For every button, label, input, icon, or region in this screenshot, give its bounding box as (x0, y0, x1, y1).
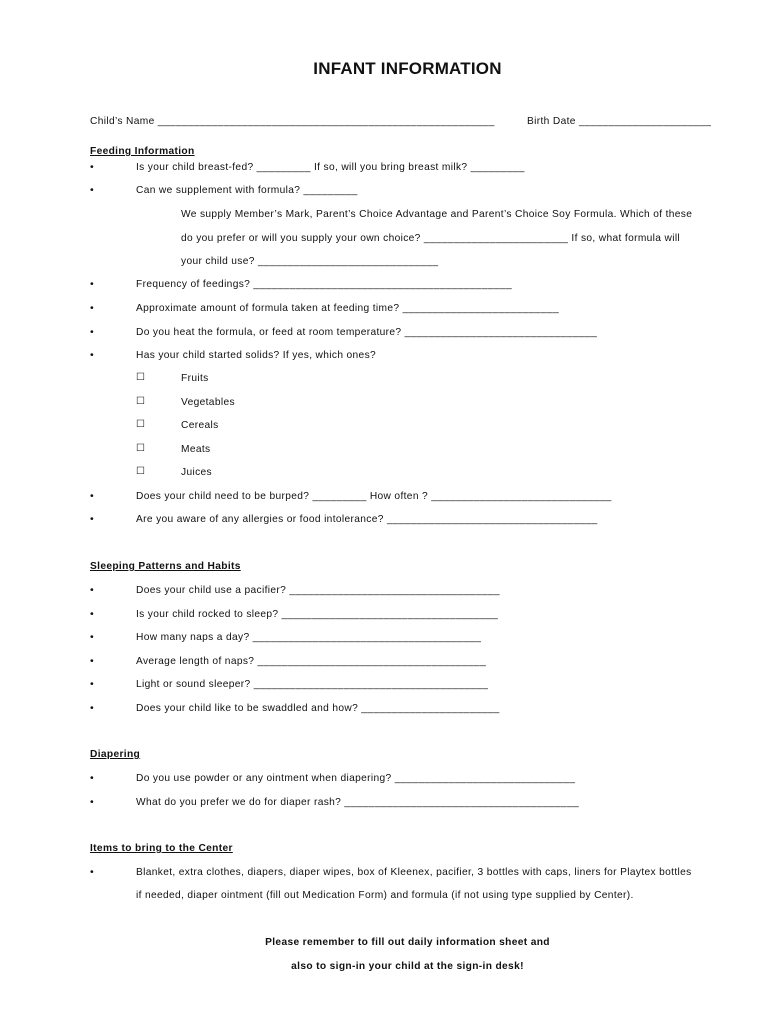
page-title: INFANT INFORMATION (313, 59, 502, 78)
bullet: • (90, 490, 94, 502)
bullet: • (90, 631, 94, 643)
formula-choice-question[interactable]: do you prefer or will you supply your own choice? ________________________ If so, what formula will (181, 233, 681, 244)
items-heading: Items to bring to the Center (90, 843, 233, 854)
powder-question[interactable]: Do you use powder or any ointment when diapering? ______________________________ (136, 773, 576, 784)
bullet: • (90, 326, 94, 338)
formula-text: We supply Member’s Mark, Parent’s Choice Advantage and Parent’s Choice Soy Formula. Which of these (181, 209, 693, 220)
formula-heat-question[interactable]: Do you heat the formula, or feed at room temperature? ________________________________ (136, 327, 598, 338)
bullet: • (90, 678, 94, 690)
bullet: • (90, 702, 94, 714)
formula-type-question[interactable]: your child use? ______________________________ (181, 256, 439, 267)
allergies-question[interactable]: Are you aware of any allergies or food intolerance? ___________________________________ (136, 514, 598, 525)
bullet: • (90, 513, 94, 525)
solid-option-label: Juices (181, 467, 212, 478)
footer-reminder-line2: also to sign-in your child at the sign-in desk! (291, 961, 524, 972)
items-text-line2: if needed, diaper ointment (fill out Medication Form) and formula (if not using type supplied by Center). (136, 890, 634, 901)
bullet: • (90, 302, 94, 314)
solids-question: Has your child started solids? If yes, which ones? (136, 350, 377, 361)
rocked-question[interactable]: Is your child rocked to sleep? ____________________________________ (136, 609, 499, 620)
bullet: • (90, 584, 94, 596)
feeding-frequency-question[interactable]: Frequency of feedings? ___________________________________________ (136, 279, 513, 290)
bullet: • (90, 278, 94, 290)
child-name-field[interactable]: Child’s Name ________________________________________________________ (90, 116, 495, 127)
bullet: • (90, 184, 94, 196)
checkbox-juices[interactable]: ☐ (136, 466, 145, 477)
swaddle-question[interactable]: Does your child like to be swaddled and how? _______________________ (136, 703, 500, 714)
diaper-rash-question[interactable]: What do you prefer we do for diaper rash? _______________________________________ (136, 797, 579, 808)
solid-option-label: Fruits (181, 373, 209, 384)
solid-option-label: Vegetables (181, 397, 235, 408)
checkbox-vegetables[interactable]: ☐ (136, 396, 145, 407)
checkbox-fruits[interactable]: ☐ (136, 372, 145, 383)
bullet: • (90, 161, 94, 173)
naps-question[interactable]: How many naps a day? ______________________________________ (136, 632, 482, 643)
checkbox-cereals[interactable]: ☐ (136, 419, 145, 430)
diapering-heading: Diapering (90, 749, 141, 760)
birth-date-field[interactable]: Birth Date ______________________ (527, 116, 712, 127)
formula-amount-question[interactable]: Approximate amount of formula taken at feeding time? __________________________ (136, 303, 559, 314)
sleeping-heading: Sleeping Patterns and Habits (90, 561, 241, 572)
bullet: • (90, 866, 94, 878)
checkbox-meats[interactable]: ☐ (136, 443, 145, 454)
bullet: • (90, 796, 94, 808)
sleeper-question[interactable]: Light or sound sleeper? _______________________________________ (136, 679, 489, 690)
bullet: • (90, 772, 94, 784)
pacifier-question[interactable]: Does your child use a pacifier? ___________________________________ (136, 585, 500, 596)
items-text-line1: Blanket, extra clothes, diapers, diaper wipes, box of Kleenex, pacifier, 3 bottles with caps, liners for Playtex bottles (136, 867, 692, 878)
solid-option-label: Cereals (181, 420, 219, 431)
feeding-heading: Feeding Information (90, 146, 195, 157)
bullet: • (90, 349, 94, 361)
bullet: • (90, 655, 94, 667)
bullet: • (90, 608, 94, 620)
footer-reminder-line1: Please remember to fill out daily information sheet and (265, 937, 550, 948)
solid-option-label: Meats (181, 444, 211, 455)
breastfed-question[interactable]: Is your child breast-fed? _________ If so, will you bring breast milk? _________ (136, 162, 525, 173)
supplement-question[interactable]: Can we supplement with formula? _________ (136, 185, 358, 196)
burped-question[interactable]: Does your child need to be burped? _________ How often ? ______________________________ (136, 491, 612, 502)
nap-length-question[interactable]: Average length of naps? ______________________________________ (136, 656, 487, 667)
